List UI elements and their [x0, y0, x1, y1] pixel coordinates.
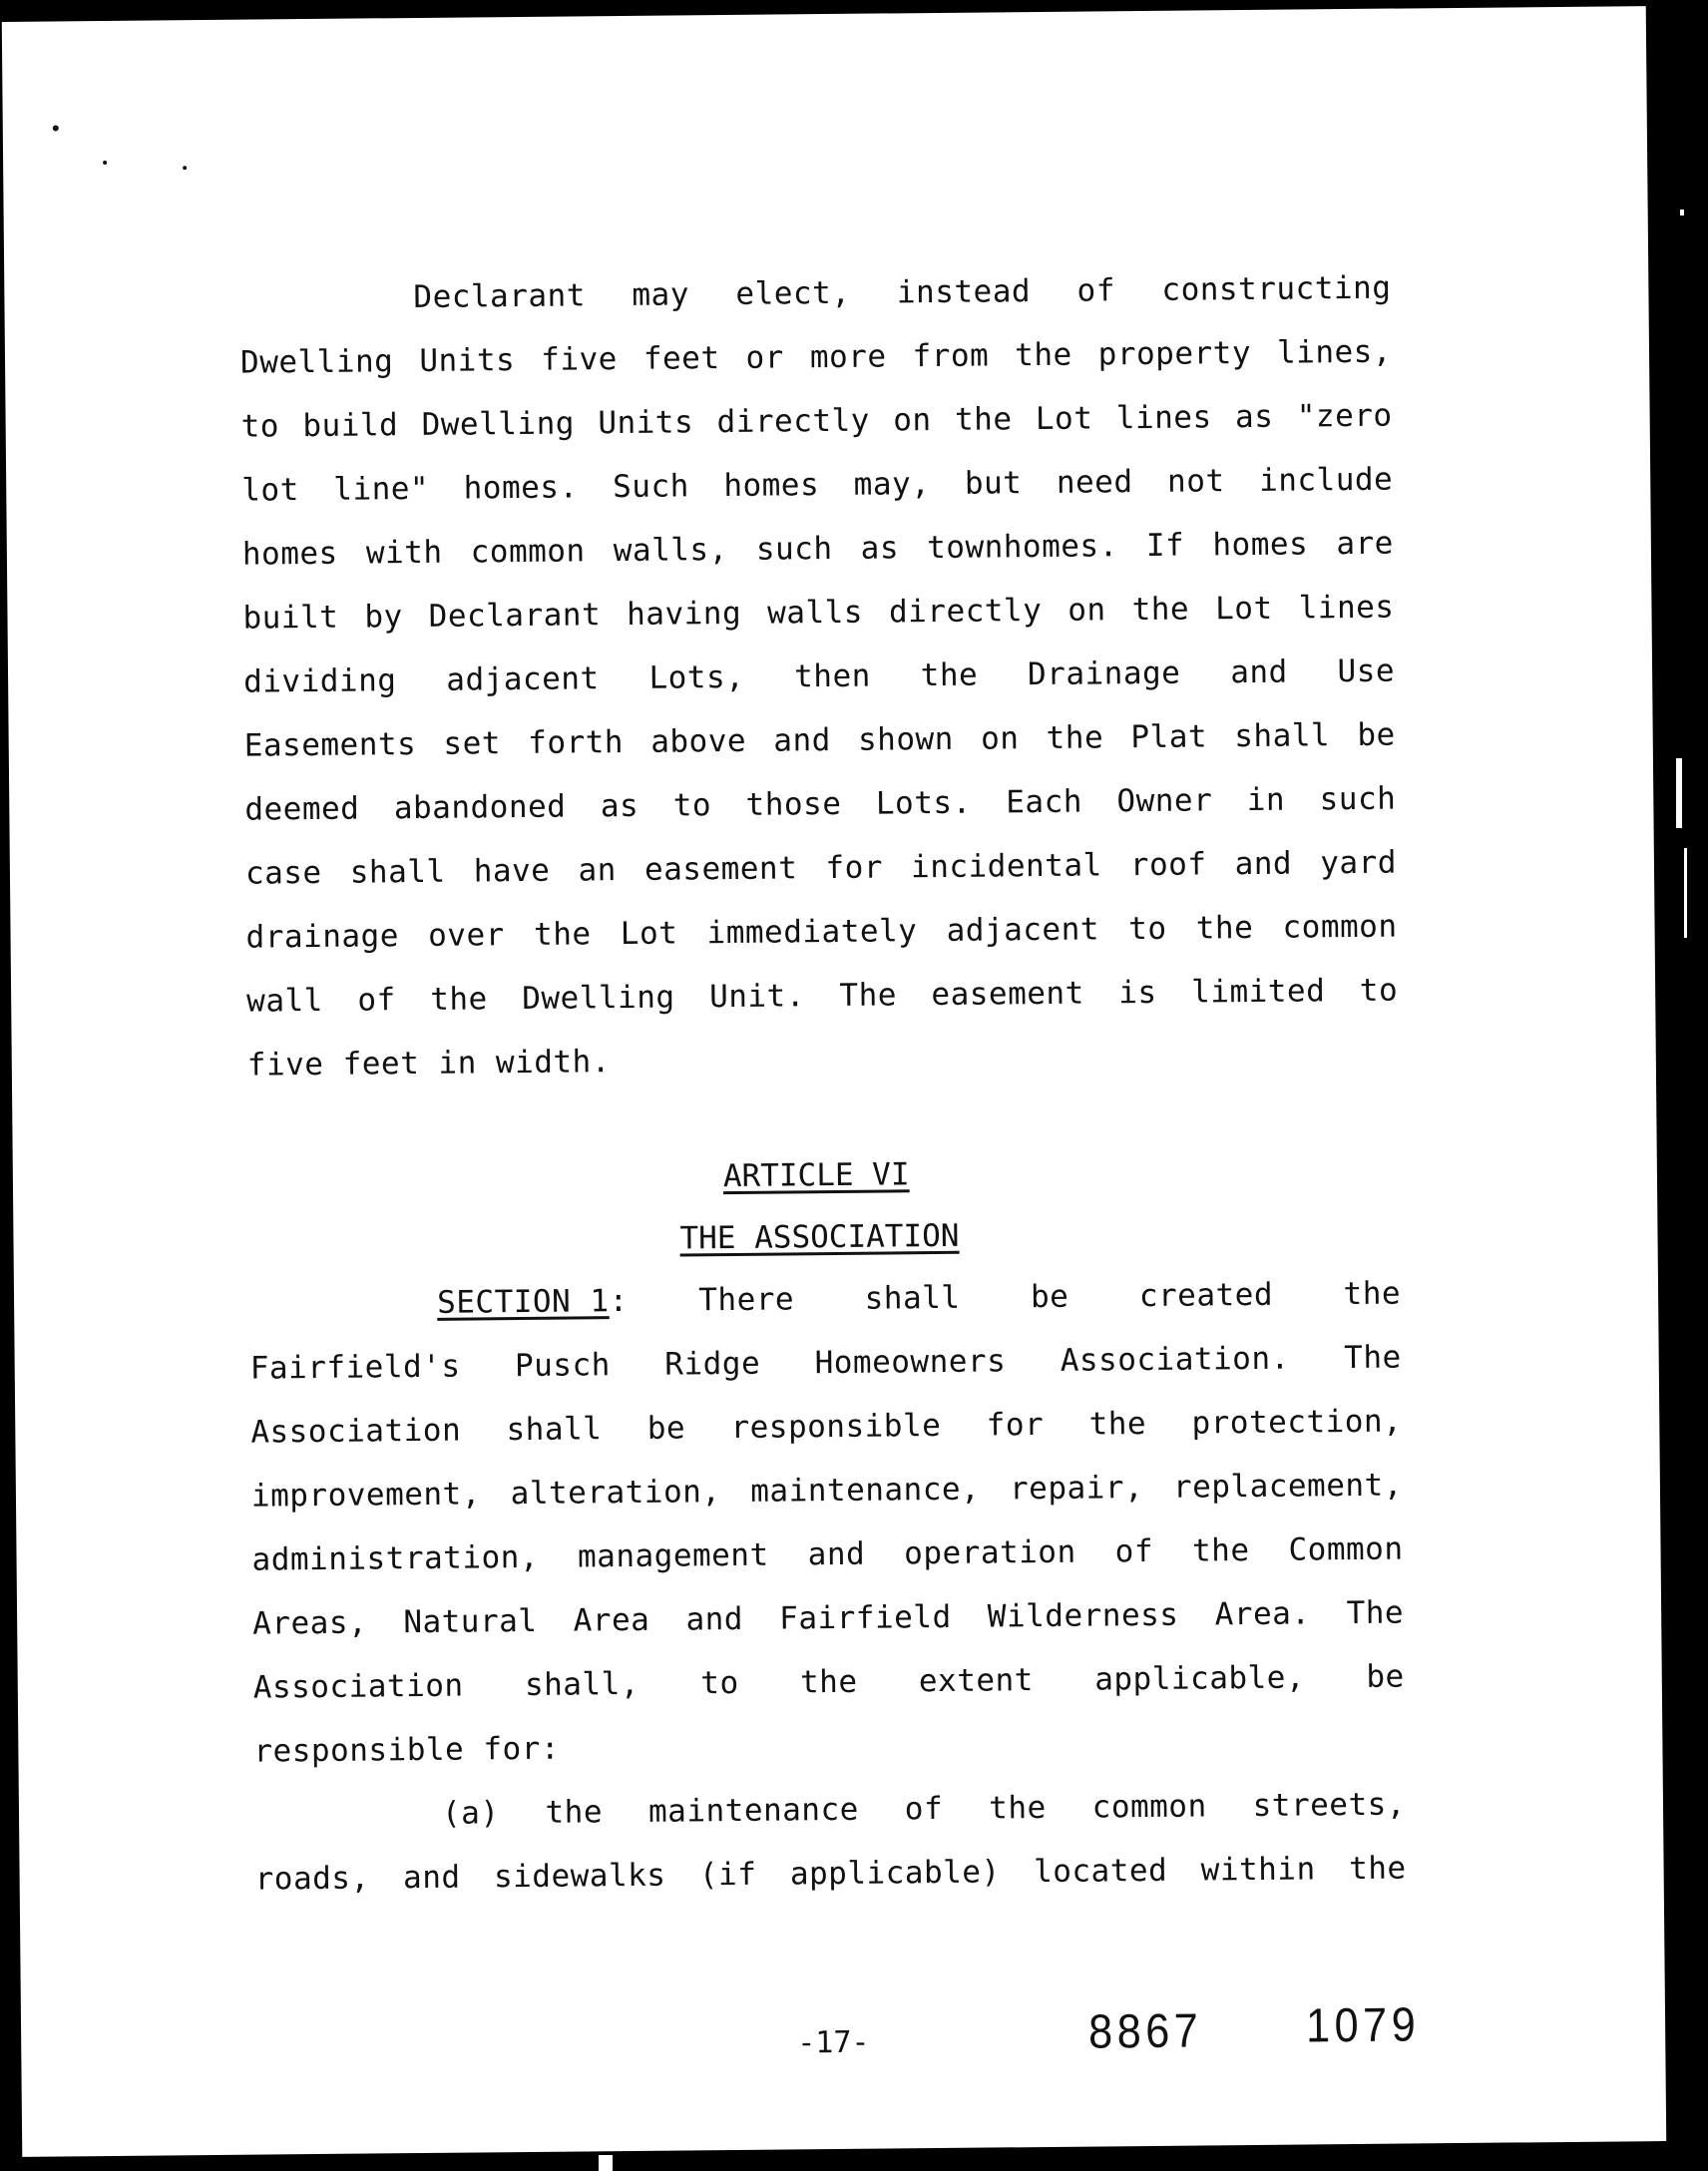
paragraph-line: dividing adjacent Lots, then the Drainage and Use [242, 652, 1396, 700]
paragraph-line: drainage over the Lot immediately adjacent to the common [245, 908, 1398, 956]
paragraph-line: built by Declarant having walls directly on the Lot lines [242, 589, 1395, 637]
paragraph-line: deemed abandoned as to those Lots. Each Owner in such [244, 780, 1397, 828]
article-title: THE ASSOCIATION [679, 1217, 960, 1257]
paragraph-line: homes with common walls, such as townhomes. If homes are [241, 525, 1395, 573]
paragraph-zero-lot-line [2, 6, 1646, 1084]
recording-stamp-book: 8867 [1087, 2004, 1203, 2059]
section-line: responsible for: [253, 1730, 561, 1770]
section-line: Areas, Natural Area and Fairfield Wilderness Area. The [252, 1594, 1405, 1642]
article-heading: ARTICLE VI [722, 1156, 910, 1195]
section-line: Association shall, to the extent applicable, be [252, 1658, 1405, 1706]
paragraph-line: Declarant may elect, instead of constructing [413, 269, 1392, 316]
scan-speck [103, 161, 107, 165]
list-item-line: roads, and sidewalks (if applicable) located within the [254, 1850, 1407, 1898]
scan-edge-mark [1676, 758, 1682, 828]
section-line: improvement, alteration, maintenance, repair, replacement, [250, 1467, 1404, 1515]
scan-speck [53, 125, 59, 131]
scan-speck [183, 166, 187, 170]
paragraph-line: lot line" homes. Such homes may, but need not include [241, 461, 1394, 509]
paragraph-line: case shall have an easement for incidental roof and yard [244, 844, 1398, 892]
section-label: SECTION 1 [436, 1283, 610, 1321]
paragraph-line: five feet in width. [246, 1044, 612, 1084]
document-page [2, 6, 1666, 2157]
section-line: administration, management and operation of the Common [251, 1530, 1404, 1578]
paragraph-line: to build Dwelling Units directly on the Lot lines as "zero [240, 397, 1393, 445]
paragraph-line: Easements set forth above and shown on the Plat shall be [243, 716, 1396, 764]
recording-stamp-page: 1079 [1305, 1998, 1421, 2053]
scan-edge-mark [599, 2155, 613, 2171]
section-1-first-line [437, 1274, 1401, 1323]
list-item-line: (a) the maintenance of the common streets, [441, 1786, 1407, 1832]
scan-edge-mark [1684, 848, 1687, 938]
page-number: -17- [797, 2024, 870, 2061]
section-line: : There shall be created the [609, 1275, 1402, 1320]
section-line: Association shall be responsible for the protection, [250, 1403, 1403, 1451]
paragraph-line: wall of the Dwelling Unit. The easement is limited to [246, 972, 1399, 1020]
scan-edge-mark [1680, 210, 1684, 216]
section-line: Fairfield's Pusch Ridge Homeowners Association. The [249, 1339, 1402, 1387]
paragraph-line: Dwelling Units five feet or more from the property lines, [239, 333, 1393, 381]
